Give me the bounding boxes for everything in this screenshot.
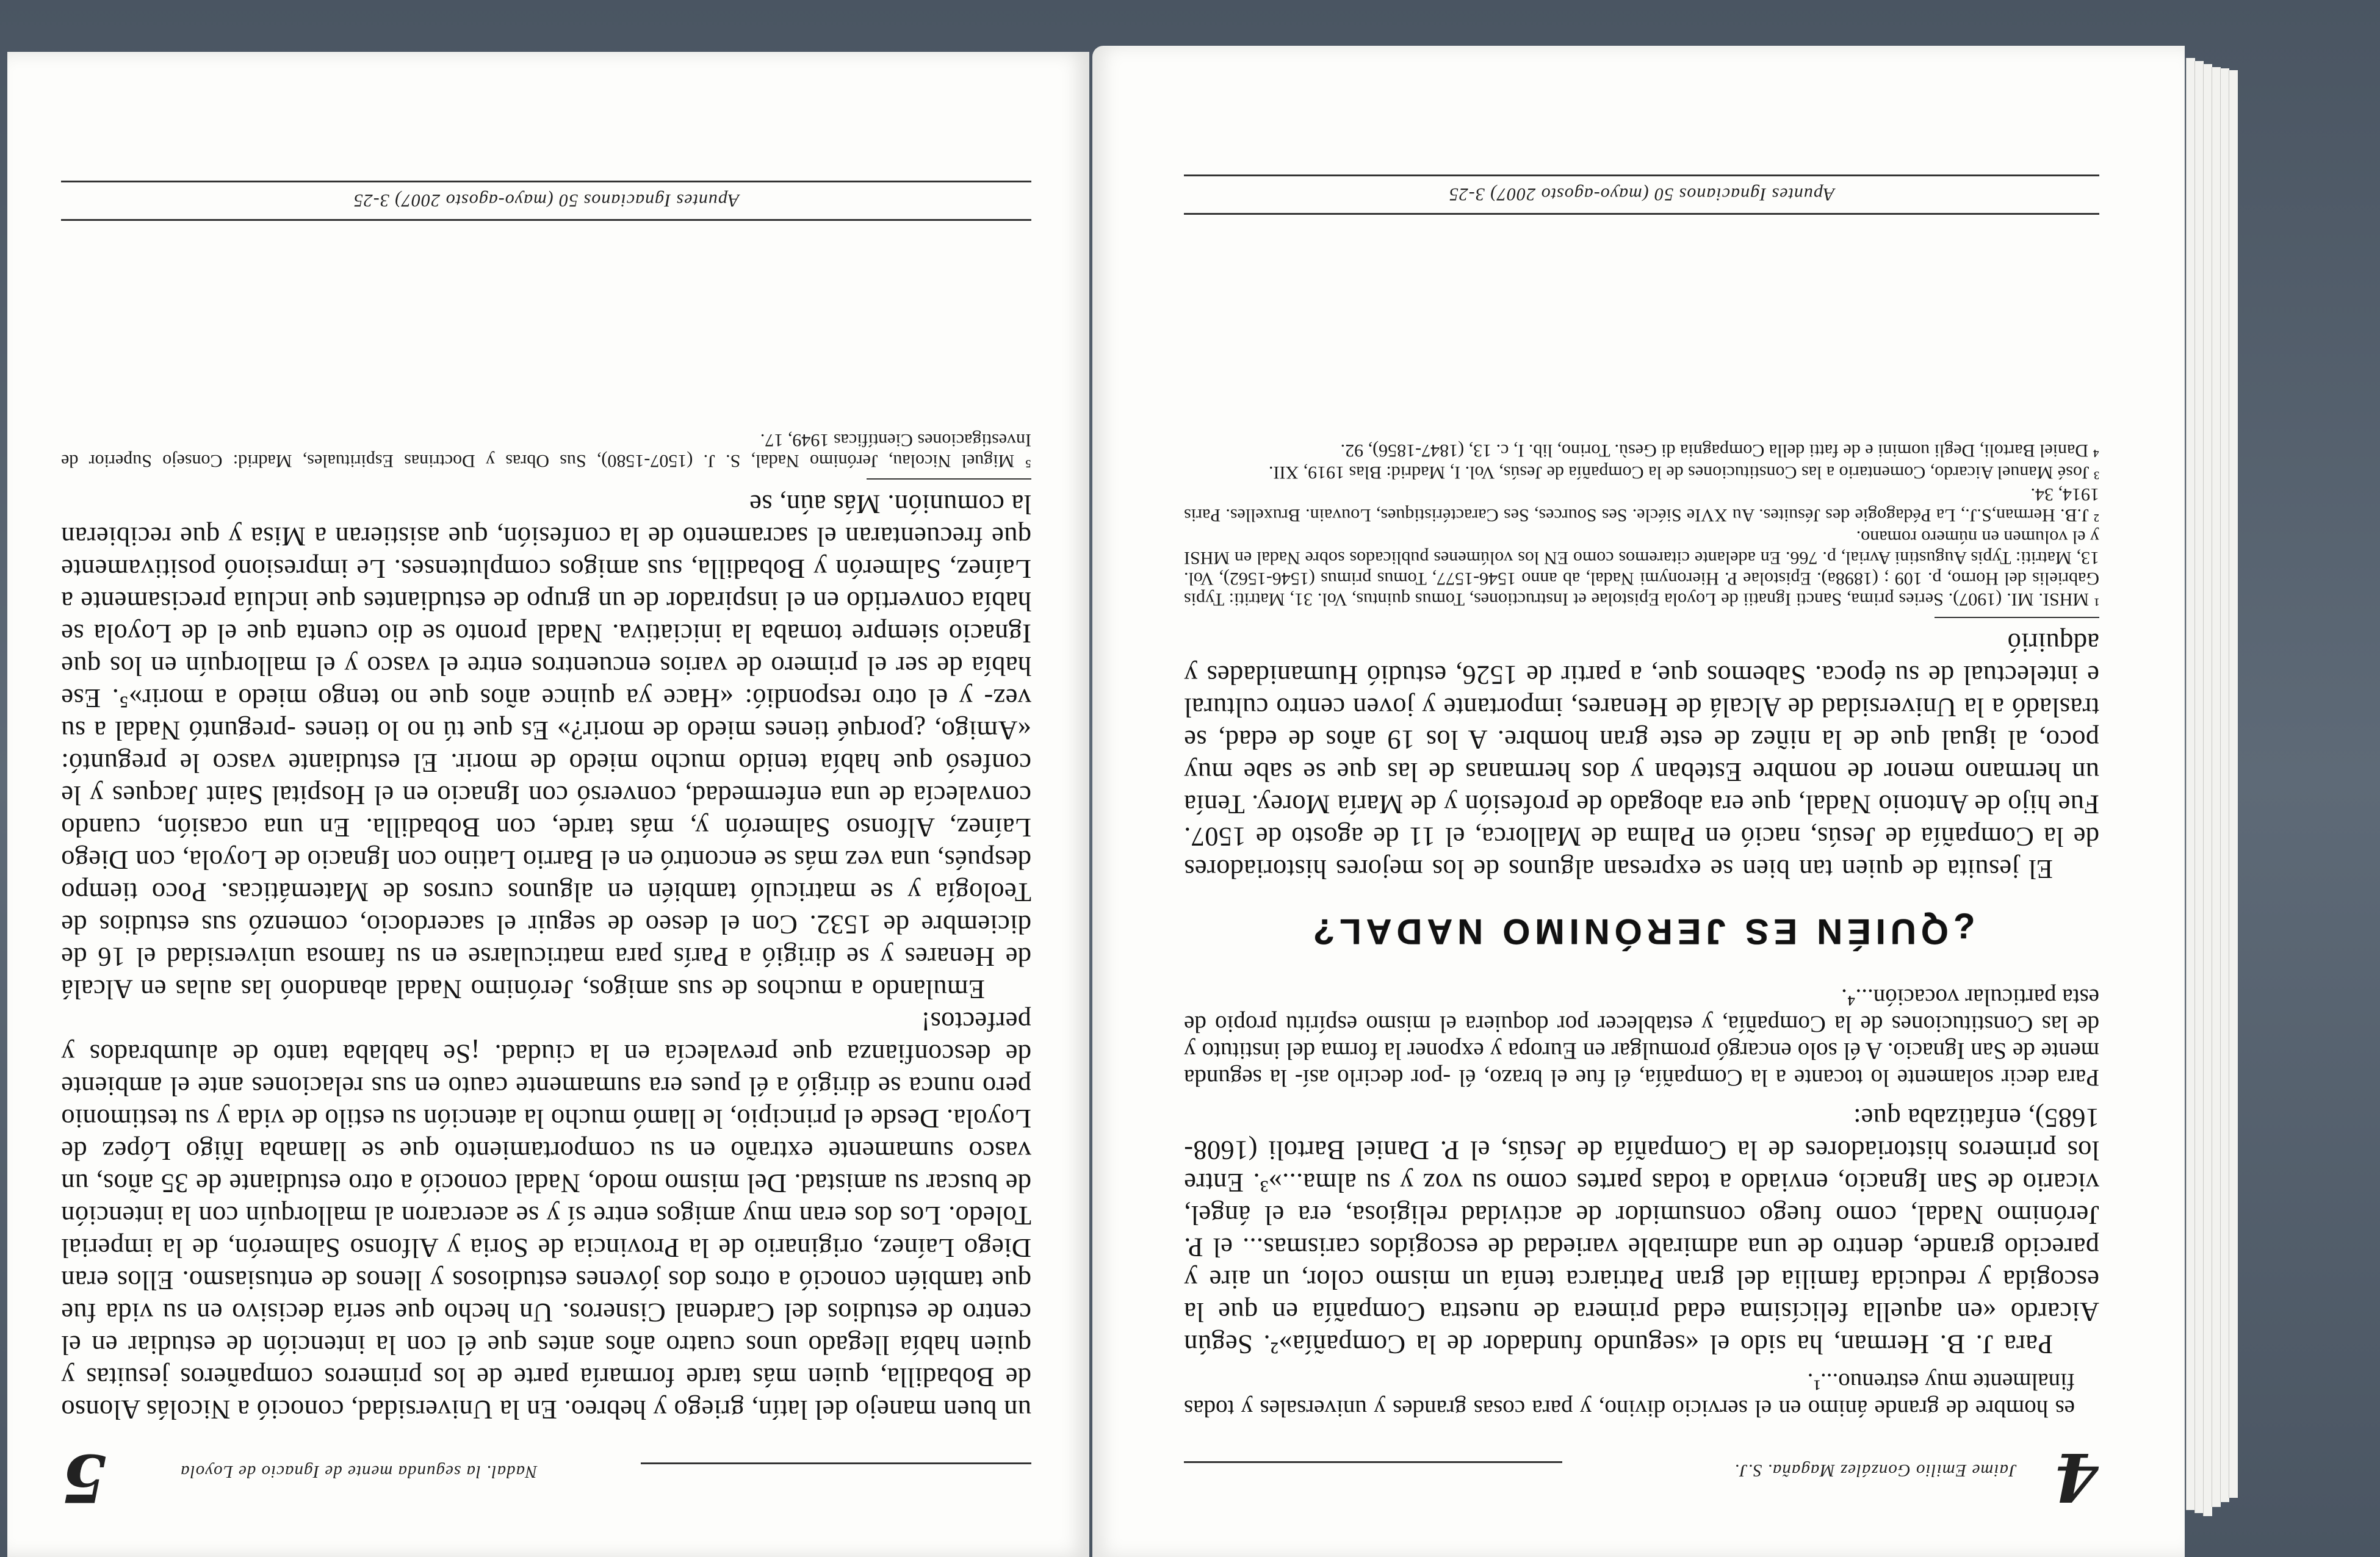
right-page-header: [1184, 1438, 2099, 1515]
intro-quote: es hombre de grande ánimo en el servicio divino, y para cosas grandes y universales y todas finalmente muy estrenuo...¹.: [1184, 1368, 2075, 1422]
header-rule: [641, 1462, 1031, 1464]
footer-text: Apuntes Ignacianos 50 (mayo-agosto 2007) 3-25: [353, 190, 740, 210]
footer-rule-bottom: [61, 181, 1031, 182]
right-page-body: [1184, 439, 2099, 1422]
running-head: Jaime Emilio González Magaña. S.J.: [1734, 1461, 2017, 1480]
header-rule: [1184, 1461, 1562, 1463]
paragraph: un buen manejo del latín, griego y hebreo. En la Universidad, conoció a Nicolás Alonso de Bobadilla, quien más tarde formaría parte de los primeros compañeros jesuitas y quien había llegado unos cuatro años antes que él con la intención de estudiar en el centro de estudios del Cardenal Cisneros. Un hecho que sería decisivo en su vida fue que también conoció a otros dos jóvenes estudiosos y llenos de entusiasmo. Ellos eran Diego Laínez, originario de la Provincia de Soria y Alfonso Salmerón, de la imperial Toledo. Los dos eran muy amigos entre sí y se acercaron al mallorquín con la intención de buscar su amistad. Del mismo modo, Nadal conoció a otro estudiante de 35 años, un vasco sumamente extraño en su comportamiento que se llamaba Iñigo López de Loyola. Desde el principio, le llamó mucho la atención su estilo de vida y su testimonio pero nunca se dirigió a él pues era sumamente cauto en sus relaciones ante el ambiente de desconfianza que prevalecía en la ciudad. ¡Se hablaba tanto de alumbrados y perfectos!: [61, 1007, 1031, 1425]
page-edge: [2212, 67, 2221, 1507]
page-number: 4: [2053, 1438, 2099, 1515]
footer-rule-top: [61, 219, 1031, 221]
footnote-rule: [867, 478, 1031, 480]
left-page-header: [61, 1439, 1031, 1516]
left-page-rotated-content: [7, 52, 1089, 1557]
section-heading: ¿QUIÉN ES JERÓNIMO NADAL?: [1308, 912, 1975, 951]
page-edge: [2220, 68, 2229, 1502]
footer-rule-top: [1184, 213, 2099, 215]
right-page-footer: [1184, 174, 2099, 215]
page-edge: [2229, 70, 2238, 1498]
paragraph: Emulando a muchos de sus amigos, Jerónimo Nadal abandonó las aulas en Alcalá de Henares y se dirigió a París para matricularse en su famosa universidad el 16 de diciembre de 1532. Con el deseo de seguir el sacerdocio, comenzó sus estudios de Teología y se matriculó también en algunos cursos de Matemáticas. Poco tiempo después, una vez más se encontró en el Barrio Latino con Ignacio de Loyola, con Diego Laínez, Alfonso Salmerón y, más tarde, con Bobadilla. En una ocasión, cuando convalecía de una enfermedad, conversó con Ignacio en el Hospital Saint Jacques y le confesó que había tenido mucho miedo de morir. El estudiante vasco le preguntó: «Amigo, ¿porqué tienes miedo de morir?» Es que tú no lo tienes -preguntó Nadal a su vez- y el otro respondió: «Hace ya quince años que no tengo miedo a morir»⁵. Ese había de ser el primero de varios encuentros entre el vasco y el mallorquín en los que Ignacio siempre tomaba la iniciativa. Nadal pronto se dio cuenta que el de Loyola se había convertido en el inspirador de un grupo de estudiantes que incluía precisamente a Laínez, Salmerón y Bobadilla, sus amigos complutenses. Le impresionó positivamente que frecuentaran el sacramento de la confesión, que asistieran a Misa y que recibieran la comunión. Más aún, se: [61, 489, 1031, 1005]
block-quote: Para decir solamente lo tocante a la Compañía, él fue el brazo, él -por decirlo así- la segunda mente de San Ignacio. A él solo encargó promulgar en Europa y exponer la forma del instituto y de las Constituciones de la Compañía, y establecer por doquiera el mismo espíritu propio de esta particular vocación...⁴.: [1184, 984, 2099, 1091]
right-page: [1092, 46, 2185, 1557]
left-page: [7, 52, 1089, 1557]
footnote: ⁵ Miguel Nicolau, Jerónimo Nadal, S. J. (1507-1580), Sus Obras y Doctrinas Espirituales, Madrid: Consejo Superior de Investigaciones Científicas 1949, 17.: [61, 430, 1031, 471]
page-edge: [2194, 61, 2204, 1513]
footnote: ¹ MHSI. MI. (1907). Series prima, Sancti Ignatii de Loyola Epistolae et Instructiones, Tomus quintus, Vol. 31, Matriti: Typis Gabrielis del Horno, p. 109 ; (1898a). Epistolae P. Hieronymi Nadal, ab anno 1546-1577, Tomus primus (1546-1562), Vol. 13, Matriti: Typis Augustini Avrial, p. 766. En adelante citaremos como EN los volúmenes publicados sobre Nadal en MHSI y el volumen en número romano.: [1184, 527, 2099, 609]
left-page-body: [61, 428, 1031, 1426]
footer-text: Apuntes Ignacianos 50 (mayo-agosto 2007) 3-25: [1448, 184, 1835, 204]
left-page-footer: [61, 181, 1031, 221]
paragraph: El jesuita de quien tan bien se expresan algunos de los mejores historiadores de la Compañía de Jesús, nació en Palma de Mallorca, el 11 de agosto de 1507. Fue hijo de Antonio Nadal, que era abogado de profesión y de María Morey. Tenía un hermano menor de nombre Esteban y dos hermanas de las que se sabe muy poco, al igual que de la niñez de este gran hombre. A los 19 años de edad, se trasladó a la Universidad de Alcalá de Henares, importante y joven centro cultural e intelectual de su época. Sabemos que, a partir de 1526, estudió Humanidades y adquirió: [1184, 628, 2099, 885]
footnote: ³ José Manuel Aicardo, Comentario a las Constituciones de la Compañía de Jesús, Vol. I, Madrid: Blas 1919, XII.: [1268, 462, 2099, 483]
footnote: ² J.B. Herman,S.J., La Pédagogie des Jésuites. Au XVIe Siécle. Ses Sources, Ses Caractéristiques, Louvain. Bruxelles. Paris 1914, 34.: [1184, 484, 2099, 525]
paragraph: Para J. B. Herman, ha sido el «segundo fundador de la Compañía»². Según Aicardo «en aquella felicísima edad primera de nuestra Compañía en que la escogida y reducida familia del gran Patriarca tenía un mismo color, un aire y parecido grande, dentro de una admirable variedad de escogidos carismas... el P. Jerónimo Nadal, como fuego consumidor de actividad religiosa, era el ángel, vicario de San Ignacio, enviado a todas partes como su voz y su alma...»³. Entre los primeros historiadores de la Compañía de Jesús, el P. Daniel Bartoli (1608-1685), enfatizaba que:: [1184, 1103, 2099, 1360]
page-edge: [2203, 64, 2212, 1516]
footer-rule-bottom: [1184, 174, 2099, 176]
running-head: Nadal. la segunda mente de Ignacio de Loyola: [180, 1462, 538, 1481]
footnote-rule: [1935, 617, 2099, 618]
page-edge: [2186, 58, 2195, 1510]
right-page-rotated-content: [1092, 46, 2185, 1557]
footnote: ⁴ Daniel Bartoli, Degli uomini e de fatti della Compagnia di Gesù. Torino, lib. I, c. 13, (1847-1856), 92.: [1340, 440, 2099, 461]
page-number: 5: [61, 1439, 107, 1516]
